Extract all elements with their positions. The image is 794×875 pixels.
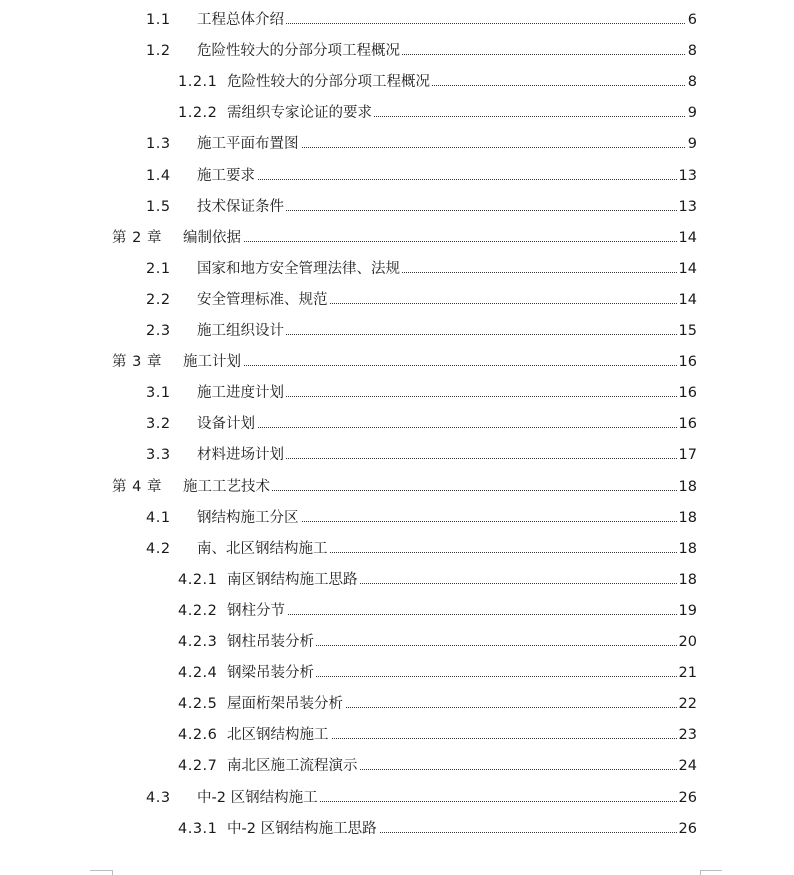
toc-entry-number: 1.2	[146, 43, 171, 60]
toc-entry[interactable]	[0, 692, 794, 716]
toc-entry[interactable]	[0, 101, 794, 125]
toc-entry-number: 2.3	[146, 323, 171, 339]
toc-entry-page: 13	[677, 164, 697, 188]
toc-entry-page: 16	[677, 381, 697, 405]
toc-entry-page: 13	[677, 195, 697, 219]
toc-leader-dots	[227, 614, 693, 615]
page-corner-mark	[112, 870, 113, 875]
toc-entry[interactable]	[0, 754, 794, 778]
toc-entry-page: 17	[677, 443, 697, 467]
toc-entry[interactable]	[0, 506, 794, 530]
toc-entry-number: 第 2 章	[112, 229, 162, 246]
toc-entry-page: 6	[686, 8, 697, 32]
toc-entry[interactable]	[0, 568, 794, 592]
toc-entry[interactable]	[0, 319, 794, 343]
toc-entry-page: 23	[677, 723, 697, 747]
toc-entry-number: 4.3	[146, 789, 171, 806]
toc-leader-dots	[197, 179, 693, 180]
toc-entry-page: 16	[677, 412, 697, 436]
toc-entry-page: 26	[677, 817, 697, 841]
toc-entry-title: 施工平面布置图	[197, 132, 301, 156]
toc-entry-number: 2.1	[146, 260, 171, 277]
toc-entry-page: 8	[686, 39, 697, 63]
toc-entry[interactable]	[0, 817, 794, 841]
toc-entry[interactable]	[0, 8, 794, 32]
toc-entry-number: 4.2	[146, 540, 171, 557]
toc-entry-page: 26	[677, 786, 697, 810]
toc-entry[interactable]	[0, 257, 794, 281]
toc-entry-number: 1.2.2	[178, 105, 218, 122]
toc-entry[interactable]	[0, 288, 794, 312]
toc-entry[interactable]	[0, 412, 794, 436]
toc-entry-title: 施工计划	[183, 350, 243, 374]
toc-entry[interactable]	[0, 70, 794, 94]
toc-entry-title: 南、北区钢结构施工	[197, 537, 330, 561]
toc-entry-title: 危险性较大的分部分项工程概况	[227, 70, 432, 94]
toc-entry-title: 屋面桁架吊装分析	[227, 692, 345, 716]
toc-entry[interactable]	[0, 537, 794, 561]
toc-entry-number: 4.2.7	[178, 758, 218, 775]
toc-entry-number: 1.2.1	[178, 74, 218, 91]
toc-entry[interactable]	[0, 723, 794, 747]
toc-entry-number: 4.3.1	[178, 820, 218, 837]
toc-entry[interactable]	[0, 786, 794, 810]
toc-entry-title: 编制依据	[183, 226, 243, 250]
page-corner-mark	[700, 870, 701, 875]
toc-entry-title: 安全管理标准、规范	[197, 288, 330, 312]
toc-entry-title: 需组织专家论证的要求	[227, 101, 374, 125]
toc-entry-page: 14	[677, 226, 697, 250]
toc-entry-title: 技术保证条件	[197, 195, 286, 219]
toc-entry-number: 3.2	[146, 416, 171, 433]
toc-entry-number: 第 4 章	[112, 478, 162, 495]
toc-entry-page: 9	[686, 132, 697, 156]
toc-entry[interactable]	[0, 164, 794, 188]
toc-entry[interactable]	[0, 132, 794, 156]
toc-entry[interactable]	[0, 195, 794, 219]
toc-entry-number: 3.1	[146, 385, 171, 402]
toc-entry-page: 8	[686, 70, 697, 94]
toc-entry-number: 4.2.6	[178, 727, 218, 744]
toc-entry[interactable]	[0, 475, 794, 499]
toc-entry-number: 4.1	[146, 509, 171, 526]
toc-entry-number: 4.2.4	[178, 665, 218, 682]
toc-entry-number: 1.1	[146, 12, 171, 28]
toc-entry[interactable]	[0, 443, 794, 467]
toc-entry-title: 钢柱吊装分析	[227, 630, 316, 654]
toc-entry-number: 3.3	[146, 447, 171, 464]
toc-entry-number: 4.2.1	[178, 571, 218, 588]
toc-entry-number: 4.2.5	[178, 696, 218, 713]
toc-entry-title: 国家和地方安全管理法律、法规	[197, 257, 402, 281]
page-corner-mark	[700, 870, 722, 871]
toc-entry-title: 中-2 区钢结构施工思路	[227, 817, 379, 841]
toc-entry[interactable]	[0, 39, 794, 63]
toc-entry-title: 施工工艺技术	[183, 475, 272, 499]
toc-entry-title: 钢柱分节	[227, 599, 287, 623]
toc-entry-page: 21	[677, 661, 697, 685]
toc-leader-dots	[197, 427, 693, 428]
toc-entry[interactable]	[0, 599, 794, 623]
toc-entry-title: 危险性较大的分部分项工程概况	[197, 39, 402, 63]
toc-entry-title: 北区钢结构施工	[227, 723, 331, 747]
toc-entry-page: 14	[677, 257, 697, 281]
toc-entry-number: 4.2.2	[178, 602, 218, 619]
toc-entry-title: 钢梁吊装分析	[227, 661, 316, 685]
toc-entry-page: 18	[677, 475, 697, 499]
toc-entry-number: 1.3	[146, 136, 171, 153]
toc-entry[interactable]	[0, 350, 794, 374]
toc-entry-page: 20	[677, 630, 697, 654]
toc-entry-page: 15	[677, 319, 697, 343]
toc-entry-title: 设备计划	[197, 412, 257, 436]
toc-entry[interactable]	[0, 661, 794, 685]
toc-entry-page: 9	[686, 101, 697, 125]
toc-leader-dots	[183, 365, 693, 366]
page-corner-mark	[90, 870, 112, 871]
toc-entry-page: 18	[677, 506, 697, 530]
toc-leader-dots	[183, 241, 693, 242]
toc-entry-title: 施工组织设计	[197, 319, 286, 343]
toc-entry-page: 18	[677, 568, 697, 592]
toc-entry-title: 材料进场计划	[197, 443, 286, 467]
toc-entry-page: 24	[677, 754, 697, 778]
toc-entry-title: 施工要求	[197, 164, 257, 188]
toc-entry[interactable]	[0, 381, 794, 405]
toc-entry[interactable]	[0, 226, 794, 250]
toc-entry-number: 2.2	[146, 291, 171, 308]
toc-entry-title: 钢结构施工分区	[197, 506, 301, 530]
toc-entry-title: 施工进度计划	[197, 381, 286, 405]
toc-entry-page: 18	[677, 537, 697, 561]
toc-entry-page: 16	[677, 350, 697, 374]
toc-entry-number: 第 3 章	[112, 354, 162, 371]
toc-entry-page: 19	[677, 599, 697, 623]
toc-entry[interactable]	[0, 630, 794, 654]
toc-entry-number: 4.2.3	[178, 634, 218, 650]
toc-entry-title: 工程总体介绍	[197, 8, 286, 32]
toc-entry-number: 1.4	[146, 167, 171, 184]
toc-entry-title: 南北区施工流程演示	[227, 754, 360, 778]
toc-entry-page: 22	[677, 692, 697, 716]
toc-entry-number: 1.5	[146, 198, 171, 215]
toc-entry-page: 14	[677, 288, 697, 312]
toc-entry-title: 南区钢结构施工思路	[227, 568, 360, 592]
toc-entry-title: 中-2 区钢结构施工	[197, 786, 320, 810]
